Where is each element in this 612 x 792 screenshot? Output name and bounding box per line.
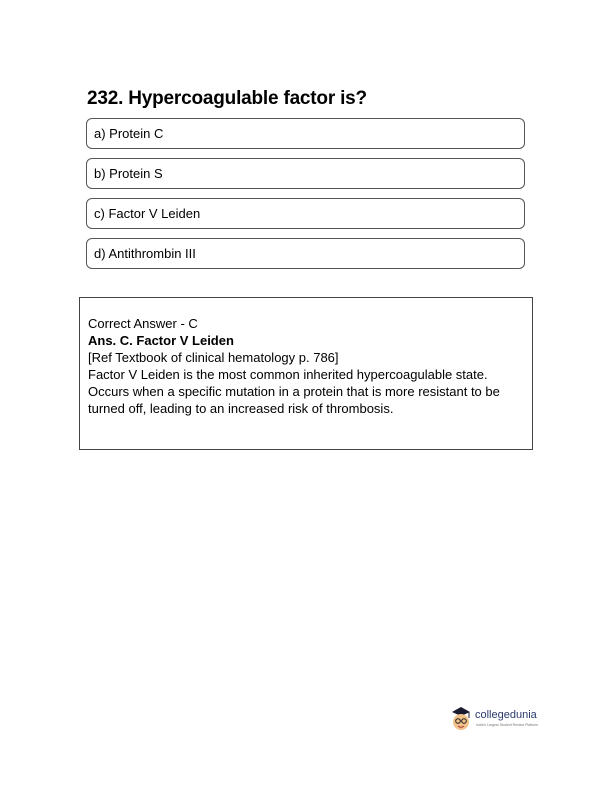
- collegedunia-logo: [450, 702, 550, 736]
- correct-answer: Correct Answer - C: [88, 316, 198, 331]
- logo-name: collegedunia: [475, 709, 537, 721]
- answer-reference: [Ref Textbook of clinical hematology p. 786]: [88, 350, 339, 365]
- question-title: 232. Hypercoagulable factor is?: [87, 88, 367, 109]
- option-c[interactable]: c) Factor V Leiden: [86, 198, 525, 229]
- answer-heading: Ans. C. Factor V Leiden: [88, 333, 234, 348]
- answer-explanation-1: Factor V Leiden is the most common inherited hypercoagulable state.: [88, 367, 488, 382]
- logo-tagline: India's Largest Student Review Platform: [476, 723, 539, 727]
- option-d[interactable]: d) Antithrombin III: [86, 238, 525, 269]
- answer-box: [79, 297, 533, 450]
- mascot-icon: [450, 706, 472, 732]
- option-b[interactable]: b) Protein S: [86, 158, 525, 189]
- option-a[interactable]: a) Protein C: [86, 118, 525, 149]
- answer-explanation-2: Occurs when a specific mutation in a protein that is more resistant to be turned off, leading to an increased risk of thrombosis.: [88, 384, 500, 416]
